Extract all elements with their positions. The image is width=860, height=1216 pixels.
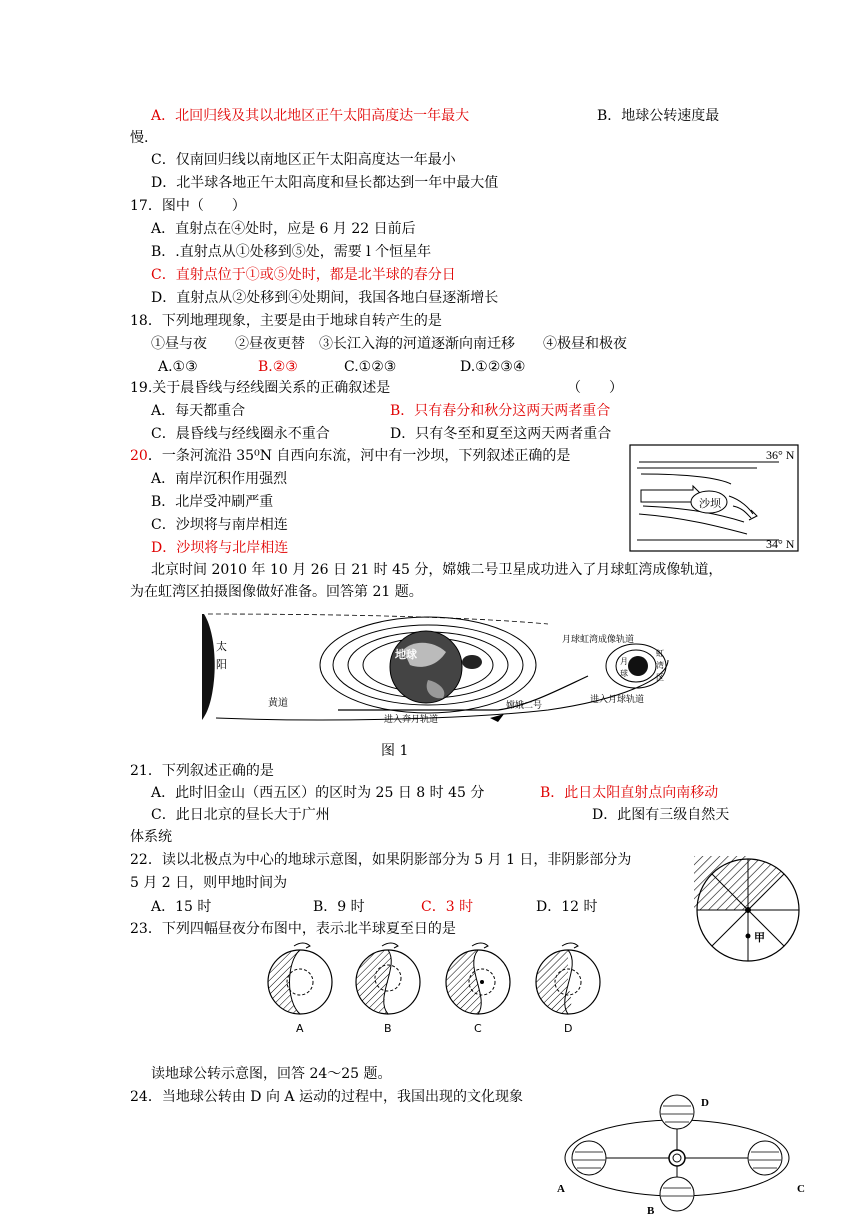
earth-revolution-diagram [551, 1082, 819, 1216]
q22-stem-1: 22．读以北极点为中心的地球示意图，如果阴影部分为 5 月 1 日，非阴影部分为 [130, 852, 632, 868]
sun-shape [202, 614, 215, 720]
q19-stem: 19.关于晨昏线与经线圈关系的正确叙述是 [130, 380, 391, 396]
q17-option-a: A．直射点在④处时，应是 6 月 22 日前后 [151, 221, 416, 237]
diagram-b-label: B [384, 1022, 392, 1034]
diagram-a [268, 943, 332, 1034]
svg-text:球: 球 [620, 669, 628, 678]
q22-stem-2: 5 月 2 日，则甲地时间为 [130, 875, 288, 891]
q21-option-c: C．此日北京的昼长大于广州 [151, 807, 330, 823]
q22-option-b: B．9 时 [313, 899, 365, 915]
q19-option-b: B．只有春分和秋分这两天两者重合 [390, 403, 611, 419]
enter-moon-orbit-label: 进入月球轨道 [590, 695, 645, 705]
latitude-34-label: 34° N [766, 537, 795, 551]
q24-stem: 24．当地球公转由 D 向 A 运动的过程中，我国出现的文化现象 [130, 1089, 523, 1105]
sun-label-1: 太 [216, 640, 227, 653]
svg-text:区: 区 [656, 673, 664, 682]
figure-1-caption: 图 1 [381, 743, 409, 759]
moon-label: 月 [620, 657, 628, 666]
q16-option-d: D．北半球各地正午太阳高度和昼长都达到一年中最大值 [151, 175, 499, 191]
q18-stem: 18．下列地理现象，主要是由于地球自转产生的是 [130, 313, 442, 329]
q18-option-d: D.①②③④ [460, 359, 526, 375]
sun-label-2: 阳 [216, 658, 227, 671]
diagram-b [356, 943, 420, 1034]
passage-21-line2: 为在虹湾区拍摄图像做好准备。回答第 21 题。 [130, 584, 423, 600]
river-sandbar-figure [629, 444, 799, 552]
label-c: C [797, 1183, 805, 1195]
q16-option-b-continued: 慢. [130, 130, 149, 146]
q23-stem: 23．下列四幅昼夜分布图中，表示北半球夏至日的是 [130, 921, 456, 937]
label-b: B [647, 1205, 655, 1216]
q21-option-d: D．此图有三级自然天 [592, 807, 730, 823]
day-night-diagrams [258, 942, 618, 1034]
q17-option-c: C．直射点位于①或⑤处时，都是北半球的春分日 [151, 267, 456, 283]
q17-stem: 17．图中（ ） [130, 198, 246, 214]
diagram-d-label: D [564, 1022, 573, 1034]
ecliptic-label: 黄道 [268, 698, 288, 709]
diagram-d [536, 943, 600, 1034]
enter-lunar-orbit-label: 进入奔月轨道 [384, 715, 439, 725]
earth-position-c [748, 1141, 782, 1175]
q19-paren: （ ） [567, 380, 623, 396]
svg-text:湾: 湾 [656, 661, 664, 670]
q22-option-d: D．12 时 [536, 899, 598, 915]
q21-stem: 21．下列叙述正确的是 [130, 763, 274, 779]
q20-option-d: D．沙坝将与北岸相连 [151, 540, 289, 556]
diagram-c-label: C [474, 1022, 482, 1034]
q19-option-a: A．每天都重合 [151, 403, 246, 419]
q20-stem: ．一条河流沿 35⁰N 自西向东流，河中有一沙坝，下列叙述正确的是 [147, 448, 571, 464]
figure-1-earth-moon-orbit [198, 610, 678, 738]
moon-imaging-orbit-label: 月球虹湾成像轨道 [562, 635, 635, 645]
q21-option-d-continued: 体系统 [130, 829, 172, 845]
sandbar-label: 沙坝 [699, 497, 721, 510]
q20-option-b: B．北岸受冲刷严重 [151, 494, 274, 510]
q16-option-c: C．仅南回归线以南地区正午太阳高度达一年最小 [151, 152, 456, 168]
q18-option-c: C.①②③ [344, 359, 397, 375]
q21-option-a: A．此时旧金山（西五区）的区时为 25 日 8 时 45 分 [151, 785, 485, 801]
jia-label: 甲 [754, 931, 765, 944]
q16-option-a: A．北回归线及其以北地区正午太阳高度达一年最大 [151, 108, 470, 124]
q20-stem-line [130, 446, 570, 466]
q18-option-a: A.①③ [158, 359, 198, 375]
q20-number: 20 [130, 448, 148, 464]
earth-label: 地球 [395, 648, 417, 661]
label-a: A [557, 1183, 565, 1195]
q22-option-a: A．15 时 [151, 899, 212, 915]
q16-option-b: B．地球公转速度最 [597, 108, 720, 124]
diagram-a-label: A [296, 1022, 304, 1034]
earth-position-a [572, 1141, 606, 1175]
q21-option-b: B．此日太阳直射点向南移动 [540, 785, 719, 801]
passage-24: 读地球公转示意图，回答 24～25 题。 [151, 1066, 392, 1082]
q20-option-c: C．沙坝将与南岸相连 [151, 517, 288, 533]
q20-option-a: A．南岸沉积作用强烈 [151, 471, 288, 487]
change2-label: 嫦娥二号 [506, 701, 543, 711]
north-pole-diagram [694, 856, 802, 964]
earth-position-b [660, 1177, 694, 1211]
diagram-c [446, 943, 510, 1034]
q18-option-b: B.②③ [258, 359, 298, 375]
q17-option-d: D．直射点从②处移到④处期间，我国各地白昼逐渐增长 [151, 290, 499, 306]
q19-option-d: D．只有冬至和夏至这两天两者重合 [390, 426, 612, 442]
q17-option-b: B．.直射点从①处移到⑤处，需要 l 个恒星年 [151, 244, 432, 260]
passage-21-line1: 北京时间 2010 年 10 月 26 日 21 时 45 分，嫦娥二号卫星成功进入了月球虹湾成像轨道， [151, 562, 723, 578]
label-d: D [701, 1097, 709, 1109]
hongwan-label-1: 虹 [656, 649, 664, 658]
q22-option-c: C．3 时 [421, 899, 474, 915]
q19-option-c: C．晨昏线与经线圈永不重合 [151, 426, 330, 442]
earth-position-d [660, 1095, 694, 1129]
q18-items: ①昼与夜 ②昼夜更替 ③长江入海的河道逐渐向南迁移 ④极昼和极夜 [151, 336, 627, 352]
latitude-36-label: 36° N [766, 448, 795, 462]
